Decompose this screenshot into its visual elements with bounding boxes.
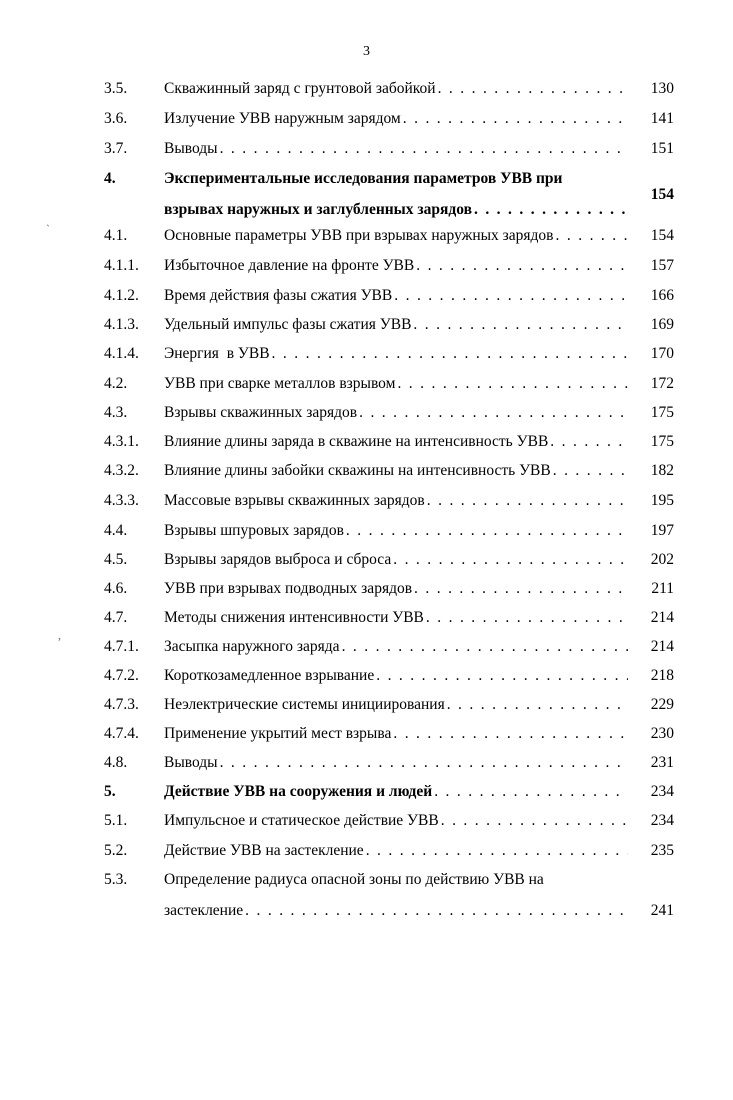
entry-number: 4.7.4. — [104, 725, 139, 742]
entry-number: 5. — [104, 783, 116, 800]
entry-title-line-1: Экспериментальные исследования параметров УВВ при — [164, 170, 563, 187]
page-number: 3 — [363, 44, 370, 59]
entry-number: 4.3.1. — [104, 433, 139, 450]
entry-number: 4.2. — [104, 375, 128, 392]
entry-number: 4.5. — [104, 551, 128, 568]
entry-number: 4.1.3. — [104, 316, 139, 333]
toc-entry — [0, 842, 733, 872]
entry-title-line-1: Определение радиуса опасной зоны по действию УВВ на — [164, 871, 544, 888]
entry-title: Взрывы шпуровых зарядов — [164, 522, 344, 539]
entry-number: 4.4. — [104, 522, 128, 539]
toc-entry — [0, 580, 733, 610]
entry-page: 230 — [650, 725, 674, 742]
entry-title: Скважинный заряд с грунтовой забойкой — [164, 80, 436, 97]
toc-entry — [0, 522, 733, 552]
entry-number: 4.7.1. — [104, 638, 139, 655]
entry-number: 4.3.2. — [104, 462, 139, 479]
toc-entry — [0, 638, 733, 668]
entry-title: УВВ при сварке металлов взрывом — [164, 375, 396, 392]
entry-page: 157 — [650, 257, 674, 274]
entry-number: 4.7. — [104, 609, 128, 626]
toc-entry — [0, 725, 733, 755]
entry-page: 231 — [650, 754, 674, 771]
entry-title: Взрывы зарядов выброса и сброса — [164, 551, 392, 568]
toc-entry — [0, 871, 733, 933]
entry-page: 234 — [650, 783, 674, 800]
entry-title: Действие УВВ на сооружения и людей — [164, 783, 433, 800]
entry-title: Излучение УВВ наружным зарядом — [164, 110, 401, 127]
entry-title: Короткозамедленное взрывание — [164, 667, 375, 684]
entry-page: 197 — [650, 522, 674, 539]
toc-entry — [0, 754, 733, 784]
toc-entry — [0, 80, 733, 110]
toc-entry — [0, 227, 733, 257]
entry-title: Засыпка наружного заряда — [164, 638, 340, 655]
entry-number: 4.7.2. — [104, 667, 139, 684]
toc-entry — [0, 375, 733, 405]
entry-number: 3.7. — [104, 140, 128, 157]
entry-number: 4.7.3. — [104, 696, 139, 713]
entry-number: 5.3. — [104, 871, 128, 888]
entry-title: Методы снижения интенсивности УВВ — [164, 609, 424, 626]
toc-entry — [0, 492, 733, 522]
entry-title: Неэлектрические системы инициирования — [164, 696, 445, 713]
entry-title: Выводы — [164, 140, 218, 157]
entry-page: 151 — [650, 140, 674, 157]
entry-number: 4.1. — [104, 227, 128, 244]
entry-title: Удельный импульс фазы сжатия УВВ — [164, 316, 412, 333]
entry-title: Массовые взрывы скважинных зарядов — [164, 492, 425, 509]
entry-number: 3.5. — [104, 80, 128, 97]
toc-chapter-entry — [0, 170, 733, 232]
entry-title: Применение укрытий мест взрыва — [164, 725, 392, 742]
entry-number: 4.3.3. — [104, 492, 139, 509]
entry-number: 4.1.4. — [104, 345, 139, 362]
toc-entry — [0, 551, 733, 581]
entry-page: 234 — [650, 812, 674, 829]
entry-number: 4. — [104, 170, 116, 187]
toc-entry — [0, 345, 733, 375]
entry-number: 5.2. — [104, 842, 128, 859]
entry-title-line-2: взрывах наружных и заглубленных зарядов — [164, 201, 472, 218]
entry-title: УВВ при взрывах подводных зарядов — [164, 580, 413, 597]
entry-title: Влияние длины заряда в скважине на интенсивность УВВ — [164, 433, 549, 450]
entry-title: Основные параметры УВВ при взрывах наружных зарядов — [164, 227, 554, 244]
entry-number: 4.8. — [104, 754, 128, 771]
entry-page: 154 — [650, 186, 674, 203]
entry-page: 229 — [650, 696, 674, 713]
entry-page: 154 — [650, 227, 674, 244]
entry-page: 169 — [650, 316, 674, 333]
entry-page: 218 — [650, 667, 674, 684]
entry-number: 4.1.1. — [104, 257, 139, 274]
entry-title: Энергия в УВВ — [164, 345, 270, 362]
entry-title: Избыточное давление на фронте УВВ — [164, 257, 415, 274]
toc-entry — [0, 462, 733, 492]
entry-title: Взрывы скважинных зарядов — [164, 404, 358, 421]
entry-page: 172 — [650, 375, 674, 392]
toc-entry — [0, 287, 733, 317]
entry-page: 141 — [650, 110, 674, 127]
toc-entry — [0, 667, 733, 697]
toc-entry — [0, 433, 733, 463]
entry-title: Влияние длины забойки скважины на интенсивность УВВ — [164, 462, 551, 479]
entry-page: 166 — [650, 287, 674, 304]
scan-speck: , — [58, 628, 61, 642]
entry-page: 175 — [650, 433, 674, 450]
entry-page: 130 — [650, 80, 674, 97]
entry-title-line-2: застекление — [164, 902, 244, 919]
toc-entry — [0, 812, 733, 842]
toc-entry — [0, 609, 733, 639]
entry-title: Выводы — [164, 754, 218, 771]
entry-page: 235 — [650, 842, 674, 859]
toc-entry — [0, 110, 733, 140]
entry-page: 241 — [650, 902, 674, 919]
entry-number: 4.6. — [104, 580, 128, 597]
toc-chapter-entry — [0, 783, 733, 813]
entry-number: 3.6. — [104, 110, 128, 127]
toc-entry — [0, 316, 733, 346]
entry-page: 211 — [651, 580, 674, 597]
entry-title: Импульсное и статическое действие УВВ — [164, 812, 439, 829]
scan-speck: ` — [46, 222, 50, 236]
entry-page: 182 — [650, 462, 674, 479]
entry-number: 5.1. — [104, 812, 128, 829]
entry-page: 170 — [650, 345, 674, 362]
entry-number: 4.3. — [104, 404, 128, 421]
toc-entry — [0, 404, 733, 434]
toc-entry — [0, 257, 733, 287]
entry-title: Время действия фазы сжатия УВВ — [164, 287, 393, 304]
entry-title: Действие УВВ на застекление — [164, 842, 364, 859]
entry-page: 202 — [650, 551, 674, 568]
toc-entry — [0, 140, 733, 170]
entry-page: 214 — [650, 638, 674, 655]
toc-entry — [0, 696, 733, 726]
entry-page: 195 — [650, 492, 674, 509]
entry-page: 214 — [650, 609, 674, 626]
entry-number: 4.1.2. — [104, 287, 139, 304]
entry-page: 175 — [650, 404, 674, 421]
